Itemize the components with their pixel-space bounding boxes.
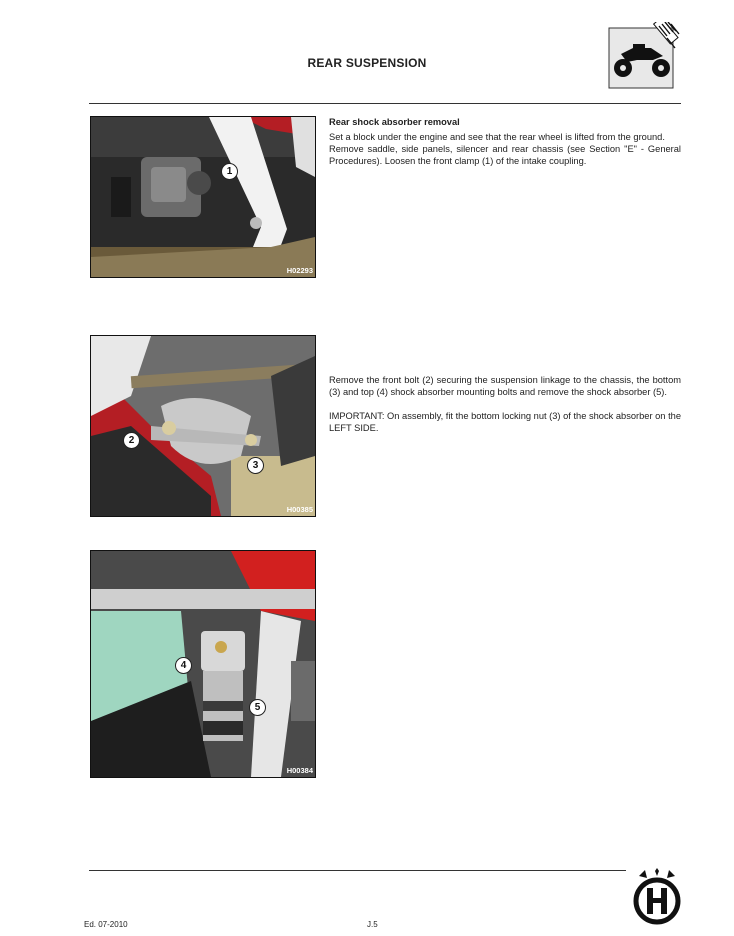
page-number: J.5 [367,920,378,929]
motorcycle-suspension-icon [607,22,685,92]
callout-5: 5 [249,699,266,716]
husqvarna-logo [633,868,681,926]
paragraph: Set a block under the engine and see that the rear wheel is lifted from the ground. [329,132,665,142]
paragraph: Remove the front bolt (2) securing the suspension linkage to the chassis, the bottom (3) and top (4) shock absorber mounting bolts and remove the shock absorber (5). [329,375,681,397]
callout-1: 1 [221,163,238,180]
header-divider [89,103,681,104]
paragraph: IMPORTANT: On assembly, fit the bottom locking nut (3) of the shock absorber on the LEFT SIDE. [329,411,681,433]
edition-label: Ed. 07-2010 [84,920,128,929]
paragraph: Remove saddle, side panels, silencer and rear chassis (see Section "E" - General Procedures). Loosen the front clamp (1) of the intake coupling. [329,144,681,166]
callout-4: 4 [175,657,192,674]
callout-3: 3 [247,457,264,474]
photo-code: H00385 [286,505,313,514]
callout-2: 2 [123,432,140,449]
footer-divider [89,870,626,871]
photo-intake-coupling [90,116,316,278]
photo-code: H02293 [286,266,313,275]
photo-suspension-linkage [90,335,316,517]
section-heading: Rear shock absorber removal [329,117,460,127]
photo-shock-absorber [90,550,316,778]
photo-code: H00384 [286,766,313,775]
section-1-text [329,116,681,167]
section-2-text [329,374,681,434]
page-title: REAR SUSPENSION [307,56,427,70]
